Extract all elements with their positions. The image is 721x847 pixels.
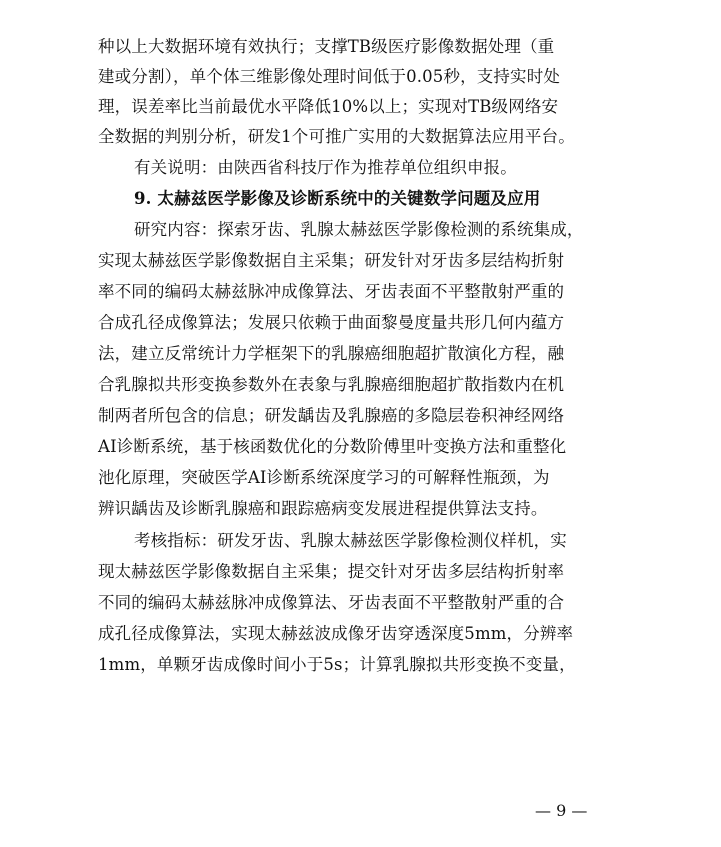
text-line: 考核指标：研发牙齿、乳腺太赫兹医学影像检测仪样机，实 bbox=[134, 531, 567, 550]
text-line: AI诊断系统，基于核函数优化的分数阶傅里叶变换方法和重整化 bbox=[98, 437, 567, 456]
text-line: 全数据的判别分析，研发1个可推广实用的大数据算法应用平台。 bbox=[98, 127, 575, 146]
text-line: 合成孔径成像算法；发展只依赖于曲面黎曼度量共形几何内蕴方 bbox=[98, 313, 565, 332]
text-line: 池化原理，突破医学AI诊断系统深度学习的可解释性瓶颈，为 bbox=[98, 468, 550, 487]
text-line: 合乳腺拟共形变换参数外在表象与乳腺癌细胞超扩散指数内在机 bbox=[98, 375, 565, 394]
text-line: 率不同的编码太赫兹脉冲成像算法、牙齿表面不平整散射严重的 bbox=[98, 282, 565, 301]
text-line: 理，误差率比当前最优水平降低10%以上；实现对TB级网络安 bbox=[98, 97, 559, 116]
page-number: — 9 — bbox=[535, 801, 588, 820]
text-line: 制两者所包含的信息；研发龋齿及乳腺癌的多隐层卷积神经网络 bbox=[98, 406, 565, 425]
text-line: 研究内容：探索牙齿、乳腺太赫兹医学影像检测的系统集成， bbox=[134, 220, 584, 239]
text-line: 现太赫兹医学影像数据自主采集；提交针对牙齿多层结构折射率 bbox=[98, 562, 565, 581]
note-paragraph: 有关说明：由陕西省科技厅作为推荐单位组织申报。 bbox=[134, 158, 517, 177]
text-line: 辨识龋齿及诊断乳腺癌和跟踪癌病变发展进程提供算法支持。 bbox=[98, 499, 548, 518]
text-line: 实现太赫兹医学影像数据自主采集；研发针对牙齿多层结构折射 bbox=[98, 251, 565, 270]
text-line: 1mm，单颗牙齿成像时间小于5s；计算乳腺拟共形变换不变量， bbox=[98, 655, 576, 674]
text-line: 建或分割），单个体三维影像处理时间低于0.05秒，支持实时处 bbox=[98, 67, 560, 86]
text-line: 法，建立反常统计力学框架下的乳腺癌细胞超扩散演化方程，融 bbox=[98, 344, 565, 363]
text-line: 成孔径成像算法，实现太赫兹波成像牙齿穿透深度5mm，分辨率 bbox=[98, 624, 574, 643]
text-line: 种以上大数据环境有效执行；支撑TB级医疗影像数据处理（重 bbox=[98, 37, 555, 56]
section-heading: 9. 太赫兹医学影像及诊断系统中的关键数学问题及应用 bbox=[134, 189, 541, 208]
text-line: 不同的编码太赫兹脉冲成像算法、牙齿表面不平整散射严重的合 bbox=[98, 593, 565, 612]
